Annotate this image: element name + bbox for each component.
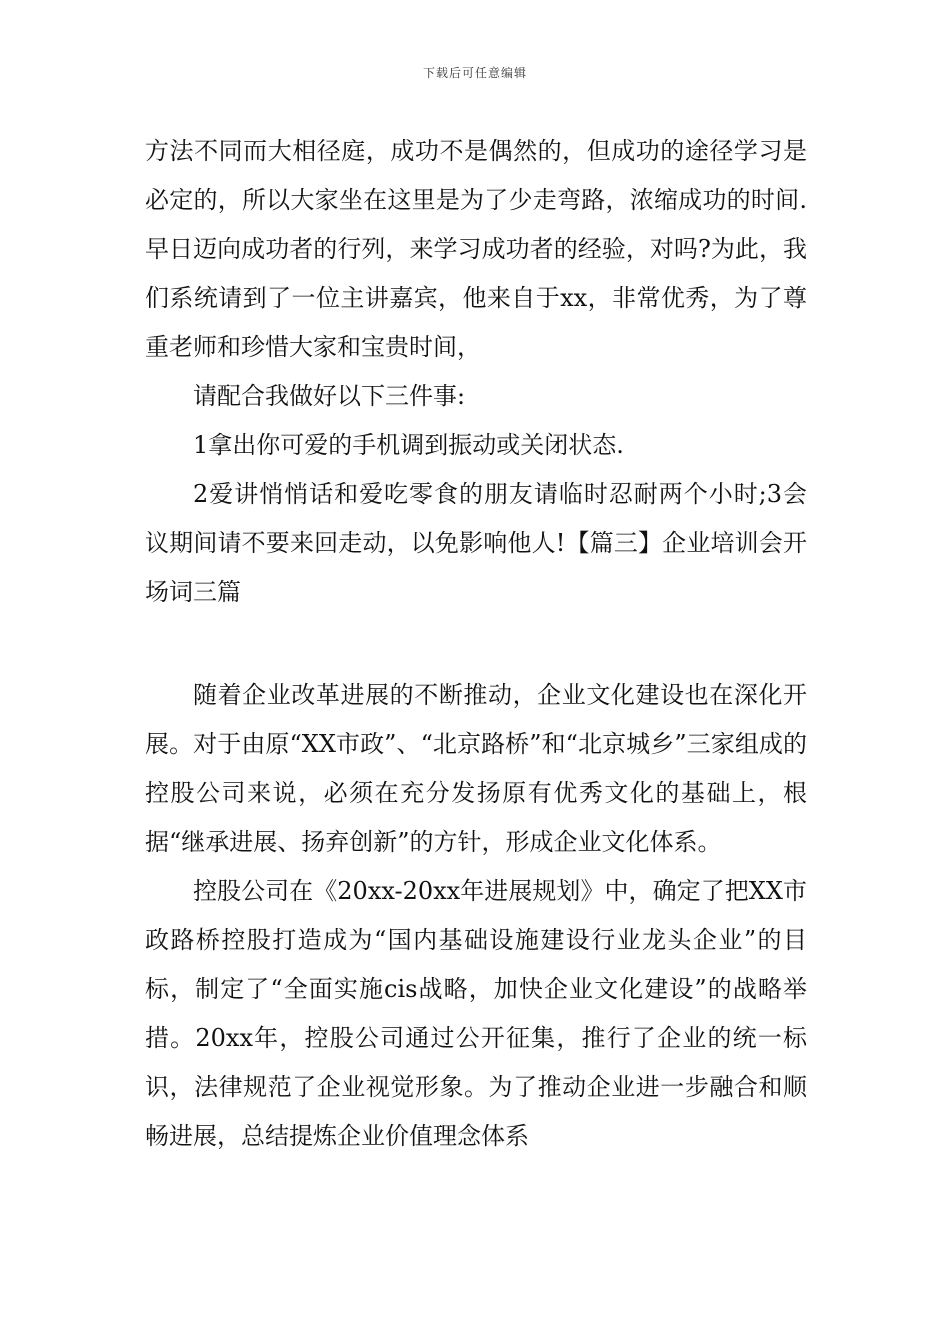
paragraph-culture-development: 随着企业改革进展的不断推动，企业文化建设也在深化开展。对于由原“XX市政”、“北京路桥”和“北京城乡”三家组成的控股公司来说，必须在充分发扬原有优秀文化的基础上，根据“继承进展、扬弃创新”的方针，形成企业文化体系。	[145, 681, 807, 856]
paragraph-holding-company-plan: 控股公司在《20xx-20xx年进展规划》中，确定了把XX市政路桥控股打造成为“国内基础设施建设行业龙头企业”的目标，制定了“全面实施cis战略，加快企业文化建设”的战略举措。20xx年，控股公司通过公开征集，推行了企业的统一标识，法律规范了企业视觉形象。为了推动企业进一步融合和顺畅进展，总结提炼企业价值理念体系	[145, 877, 807, 1150]
paragraph-intro-continuation: 方法不同而大相径庭，成功不是偶然的，但成功的途径学习是必定的，所以大家坐在这里是为了少走弯路，浓缩成功的时间.早日迈向成功者的行列，来学习成功者的经验，对吗?为此，我们系统请到了一位主讲嘉宾，他来自于xx，非常优秀，为了尊重老师和珍惜大家和宝贵时间，	[145, 137, 807, 361]
paragraph-item-1: 1拿出你可爱的手机调到振动或关闭状态.	[193, 431, 624, 459]
paragraph-item-2-3: 2爱讲悄悄话和爱吃零食的朋友请临时忍耐两个小时;3会议期间请不要来回走动，以免影响他人!【篇三】企业培训会开场词三篇	[145, 480, 807, 606]
document-body	[145, 127, 807, 1161]
paragraph-request: 请配合我做好以下三件事:	[193, 382, 466, 410]
page-header: 下载后可任意编辑	[422, 66, 527, 80]
